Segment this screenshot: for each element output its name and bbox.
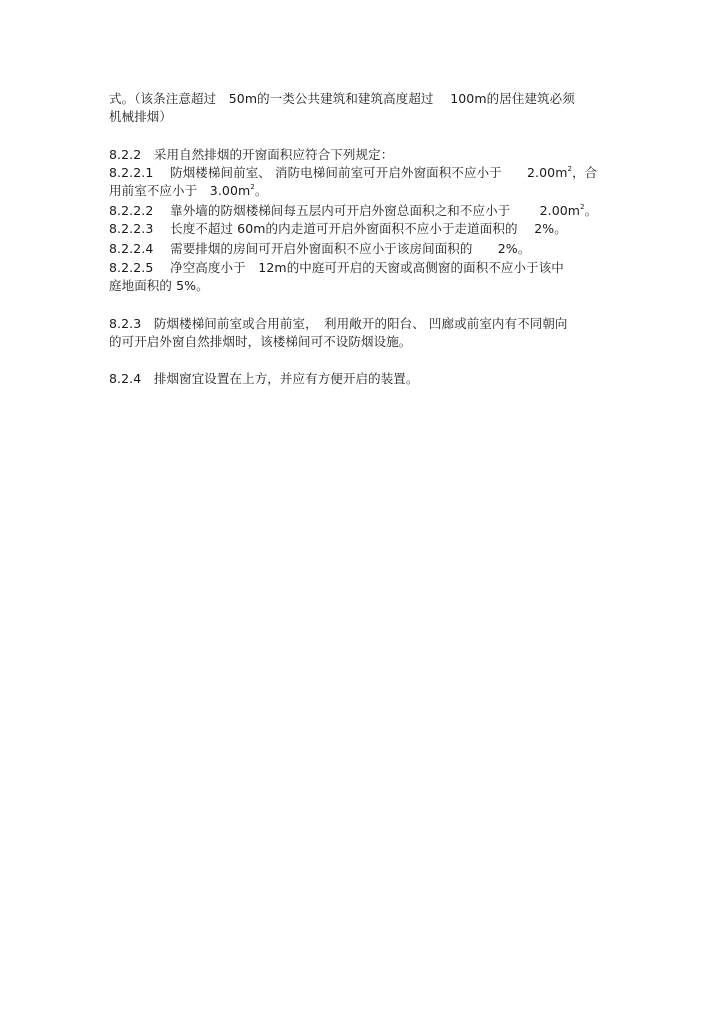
intro-line-2: 机械排烟） xyxy=(109,109,173,124)
item-8-2-2-1-text: 8.2.2.1 防烟楼梯间前室、 消防电梯间前室可开启外窗面积不应小于 2.00m xyxy=(109,165,568,180)
item-8-2-2-3: 8.2.2.3 长度不超过 60m的内走道可开启外窗面积不应小于走道面积的 2%。 xyxy=(109,221,567,236)
item-8-2-2-2-text: 8.2.2.2 靠外墙的防烟楼梯间每五层内可开启外窗总面积之和不应小于 2.00m xyxy=(109,203,581,218)
section-8-2-3-line-2: 的可开启外窗自然排烟时，该楼梯间可不设防烟设施。 xyxy=(109,334,412,349)
superscript: 2 xyxy=(580,203,585,211)
item-8-2-2-1-line-1 xyxy=(109,164,597,182)
item-8-2-2-2-tail: 。 xyxy=(584,203,598,218)
item-8-2-2-5-line-2: 庭地面积的 5%。 xyxy=(109,278,209,293)
superscript: 2 xyxy=(250,183,255,191)
item-8-2-2-1-tail-2: 。 xyxy=(254,183,268,198)
section-8-2-4-line-1: 8.2.4 排烟窗宜设置在上方，并应有方便开启的装置。 xyxy=(109,371,419,386)
section-8-2-3-line-1: 8.2.3 防烟楼梯间前室或合用前室， 利用敞开的阳台、 凹廊或前室内有不同朝向 xyxy=(109,316,568,331)
section-8-2-2-heading: 8.2.2 采用自然排烟的开窗面积应符合下列规定： xyxy=(109,147,394,162)
item-8-2-2-2 xyxy=(109,202,597,220)
superscript: 2 xyxy=(567,165,573,173)
item-8-2-2-5-line-1: 8.2.2.5 净空高度小于 12m的中庭可开启的天窗或高侧窗的面积不应小于该中 xyxy=(109,260,564,275)
item-8-2-2-1-tail: ，合 xyxy=(572,165,598,180)
item-8-2-2-1-line-2 xyxy=(109,182,267,200)
intro-line-1: 式。（该条注意超过 50m的一类公共建筑和建筑高度超过 100m的居住建筑必须 xyxy=(109,91,575,106)
item-8-2-2-4: 8.2.2.4 需要排烟的房间可开启外窗面积不应小于该房间面积的 2%。 xyxy=(109,241,531,256)
item-8-2-2-1-text-2: 用前室不应小于 3.00m xyxy=(109,183,251,198)
